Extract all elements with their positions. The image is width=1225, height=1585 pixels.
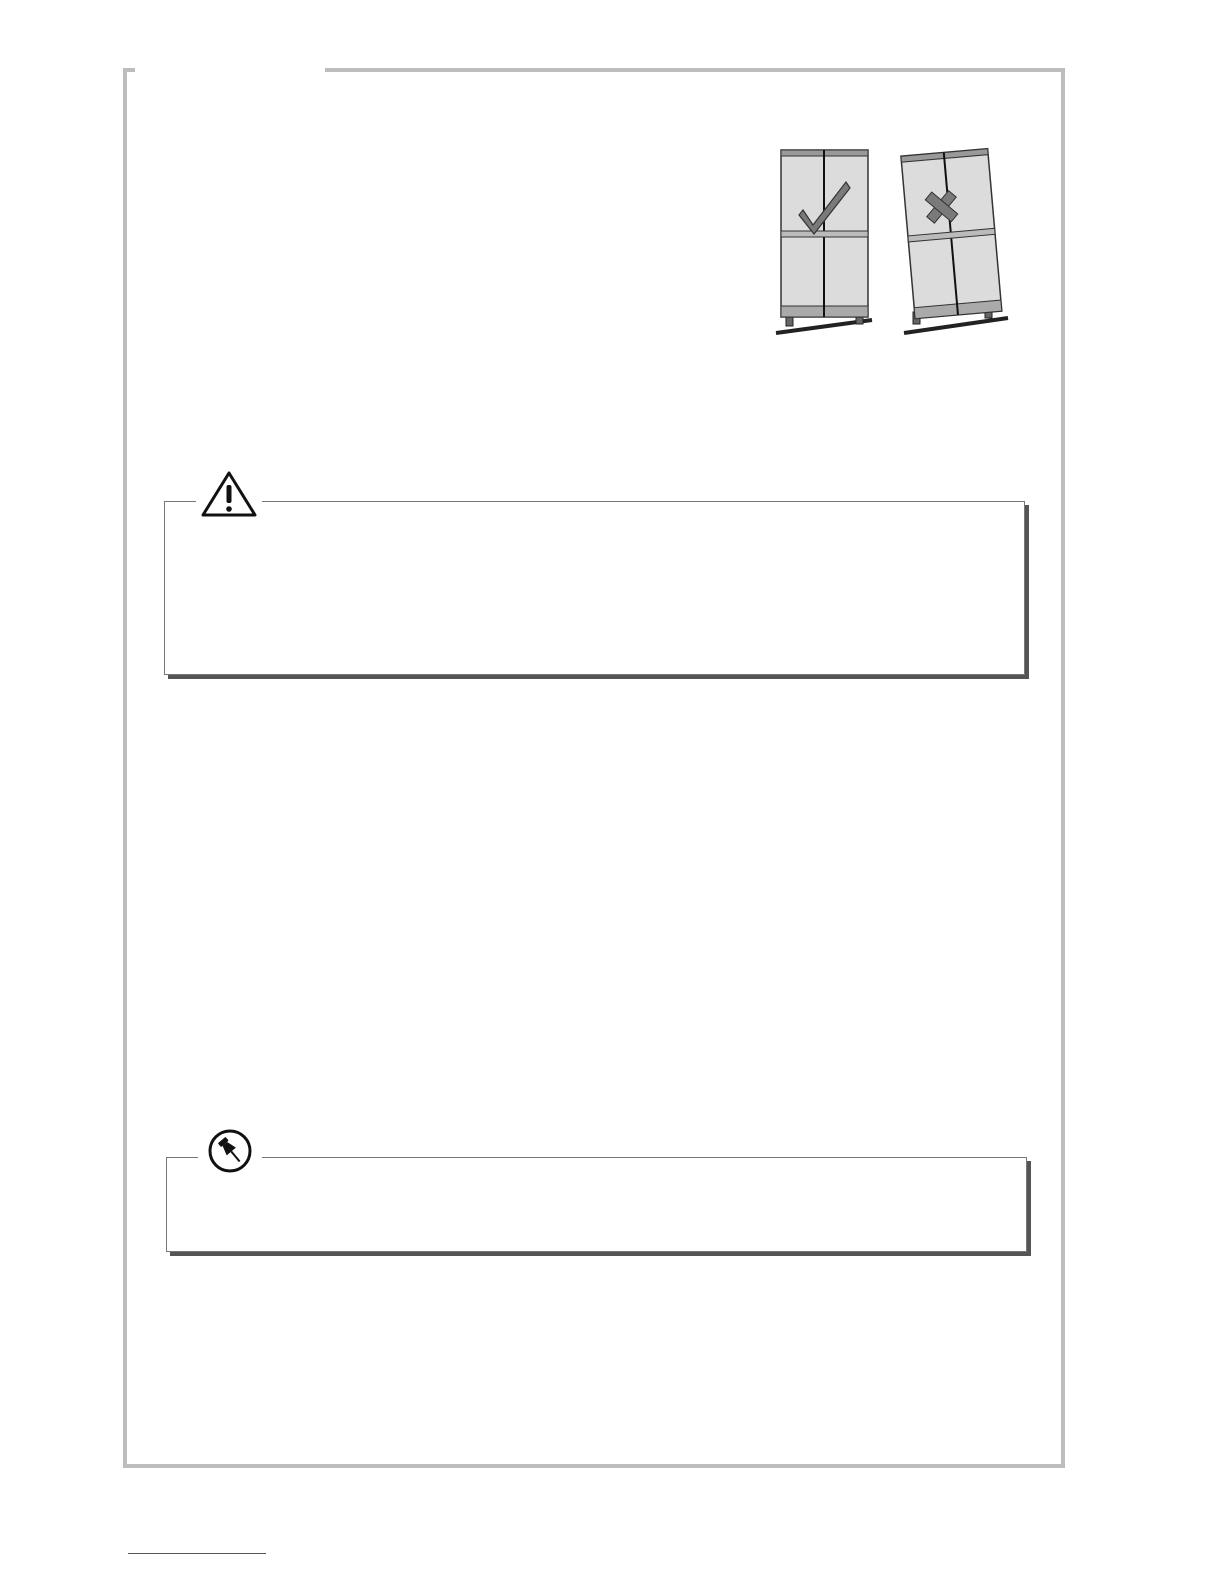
footer-link-underline — [128, 1553, 266, 1554]
warning-triangle-icon — [196, 470, 262, 518]
pushpin-icon — [198, 1128, 262, 1174]
fridge-level — [776, 150, 872, 333]
fridge-tilted — [901, 149, 1008, 333]
warning-box — [164, 501, 1025, 675]
info-box — [166, 1157, 1027, 1252]
fridge-leveling-illustration — [768, 140, 1018, 340]
frame-header-gap — [135, 64, 325, 76]
